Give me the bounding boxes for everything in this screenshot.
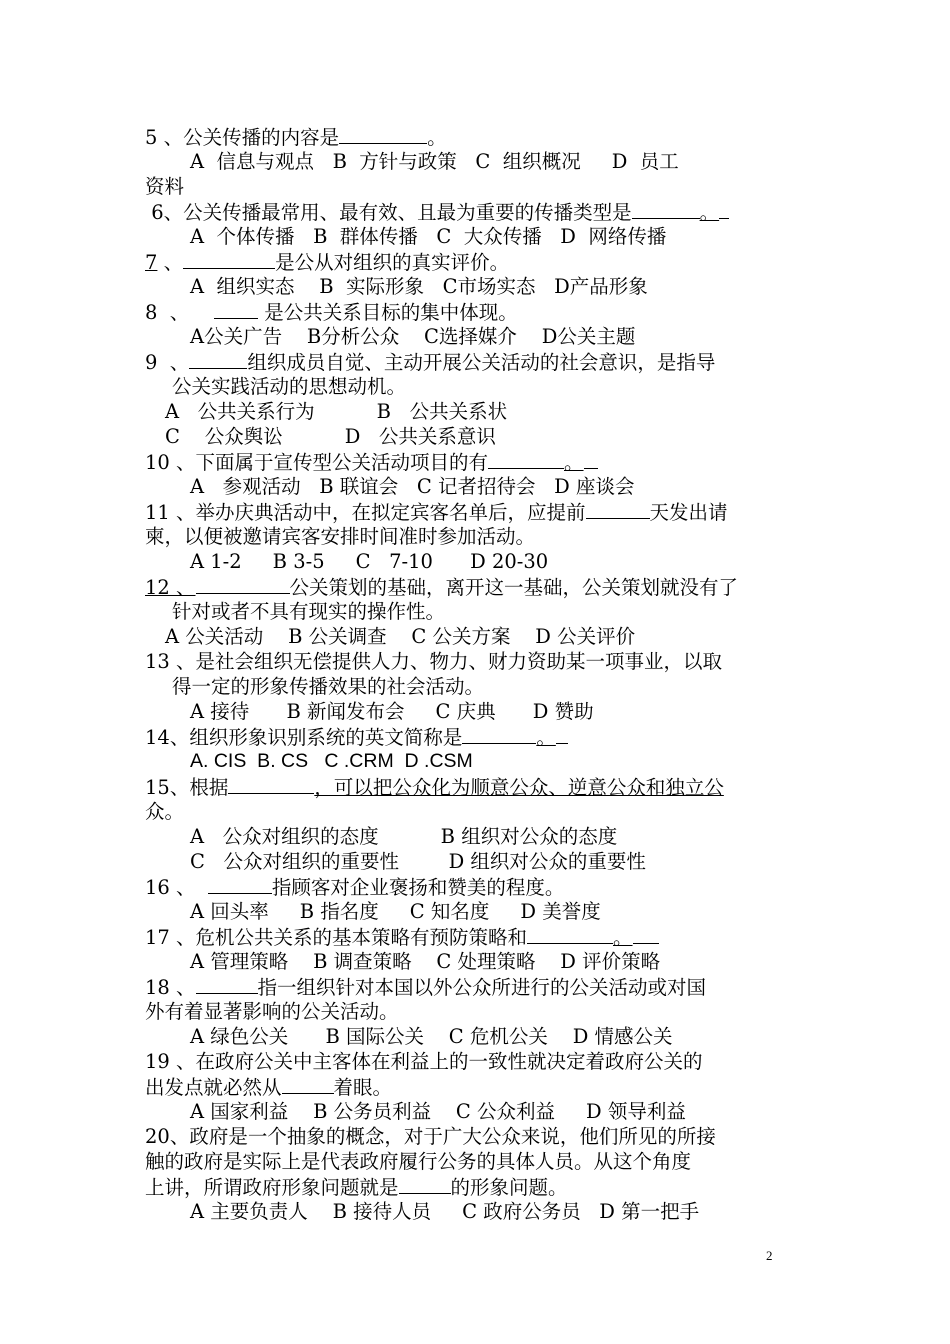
question-11-options: A 1-2 B 3-5 C 7-10 D 20-30 (190, 550, 549, 573)
answer-blank (208, 874, 272, 894)
question-13-options: A 接待 B 新闻发布会 C 庆典 D 赞助 (190, 700, 594, 723)
answer-blank (556, 724, 568, 744)
answer-blank (586, 499, 650, 519)
question-20-options: A 主要负责人 B 接待人员 C 政府公务员 D 第一把手 (190, 1200, 700, 1223)
question-19-stem-cont: 出发点就必然从 着眼。 (145, 1076, 393, 1099)
question-18-stem: 18 、 指一组织针对本国以外公众所进行的公关活动或对国 (145, 976, 707, 999)
question-13-stem-cont: 得一定的形象传播效果的社会活动。 (172, 675, 485, 698)
question-14-options: A. CIS B. CS C .CRM D .CSM (190, 750, 473, 772)
question-15-stem-cont: 众。 (145, 800, 185, 823)
question-13-stem: 13 、是社会组织无偿提供人力、物力、财力资助某一项事业，以取 (145, 650, 723, 673)
question-15-stem: 15、根据 ，可以把公众化为顺意公众、逆意公众和独立公 (145, 776, 724, 799)
answer-blank (228, 774, 314, 794)
question-5-stem: 5 、公关传播的内容是 。 (145, 126, 447, 149)
answer-blank (183, 249, 275, 269)
question-20-stem: 20、政府是一个抽象的概念，对于广大公众来说，他们所见的所接 (145, 1125, 716, 1148)
question-12-stem: 12 、 公关策划的基础，离开这一基础，公关策划就没有了 (145, 576, 739, 599)
answer-blank (196, 974, 258, 994)
answer-blank (488, 449, 564, 469)
question-14-stem: 14、组织形象识别系统的英文简称是 。 (145, 724, 568, 749)
question-20-stem-cont-1: 触的政府是实际上是代表政府履行公务的具体人员。从这个角度 (145, 1150, 692, 1173)
question-6-options: A 个体传播 B 群体传播 C 大众传播 D 网络传播 (190, 225, 667, 248)
question-9-stem-cont: 公关实践活动的思想动机。 (172, 375, 407, 398)
answer-blank (282, 1074, 334, 1094)
answer-blank (632, 199, 700, 219)
question-17-options: A 管理策略 B 调查策略 C 处理策略 D 评价策略 (190, 950, 661, 973)
question-5-options: A 信息与观点 B 方针与政策 C 组织概况 D 员工 (190, 150, 679, 173)
question-16-stem: 16 、 指顾客对企业褒扬和赞美的程度。 (145, 876, 565, 899)
question-19-stem: 19 、在政府公关中主客体在利益上的一致性就决定着政府公关的 (145, 1050, 703, 1073)
answer-blank (339, 124, 427, 144)
answer-blank (462, 724, 536, 744)
question-19-options: A 国家利益 B 公务员利益 C 公众利益 D 领导利益 (190, 1100, 686, 1123)
question-7-stem: 7 、 是公从对组织的真实评价。 (145, 251, 510, 274)
question-10-stem: 10 、下面属于宣传型公关活动项目的有 。 (145, 449, 598, 474)
question-18-options: A 绿色公关 B 国际公关 C 危机公关 D 情感公关 (190, 1025, 673, 1048)
question-8-stem: 8 、 是公共关系目标的集中体现。 (145, 301, 518, 324)
question-12-stem-cont: 针对或者不具有现实的操作性。 (172, 600, 446, 623)
answer-blank (584, 449, 598, 469)
question-15-options-1: A 公众对组织的态度 B 组织对公众的态度 (190, 825, 618, 848)
question-11-stem: 11 、举办庆典活动中，在拟定宾客名单后，应提前 天发出请 (145, 501, 728, 524)
question-7-options: A 组织实态 B 实际形象 C市场实态 D产品形象 (190, 275, 648, 298)
question-10-options: A 参观活动 B 联谊会 C 记者招待会 D 座谈会 (190, 475, 635, 498)
answer-blank (633, 924, 659, 944)
answer-blank (399, 1174, 451, 1194)
question-20-stem-cont-2: 上讲，所谓政府形象问题就是 的形象问题。 (145, 1176, 568, 1199)
question-11-stem-cont: 柬，以便被邀请宾客安排时间准时参加活动。 (145, 525, 536, 548)
question-8-options: A公关广告 B分析公众 C选择媒介 D公关主题 (190, 325, 636, 348)
question-5-options-cont: 资料 (145, 175, 185, 198)
question-9-options-1: A 公共关系行为 B 公共关系状 (165, 400, 508, 423)
question-9-options-2: C 公众舆讼 D 公共关系意识 (165, 425, 496, 448)
answer-blank (189, 349, 247, 369)
question-9-stem: 9 、 组织成员自觉、主动开展公关活动的社会意识，是指导 (145, 351, 716, 374)
answer-blank (196, 574, 290, 594)
question-15-options-2: C 公众对组织的重要性 D 组织对公众的重要性 (190, 850, 646, 873)
question-17-stem: 17 、危机公共关系的基本策略有预防策略和 。 (145, 924, 659, 949)
question-18-stem-cont: 外有着显著影响的公关活动。 (145, 1000, 399, 1023)
answer-blank (719, 199, 729, 219)
question-6-stem: 6、公关传播最常用、最有效、且最为重要的传播类型是 。 (145, 199, 729, 224)
question-12-options: A 公关活动 B 公关调查 C 公关方案 D 公关评价 (165, 625, 636, 648)
page-number: 2 (766, 1248, 773, 1263)
answer-blank (214, 299, 258, 319)
answer-blank (527, 924, 613, 944)
question-16-options: A 回头率 B 指名度 C 知名度 D 美誉度 (190, 900, 601, 923)
